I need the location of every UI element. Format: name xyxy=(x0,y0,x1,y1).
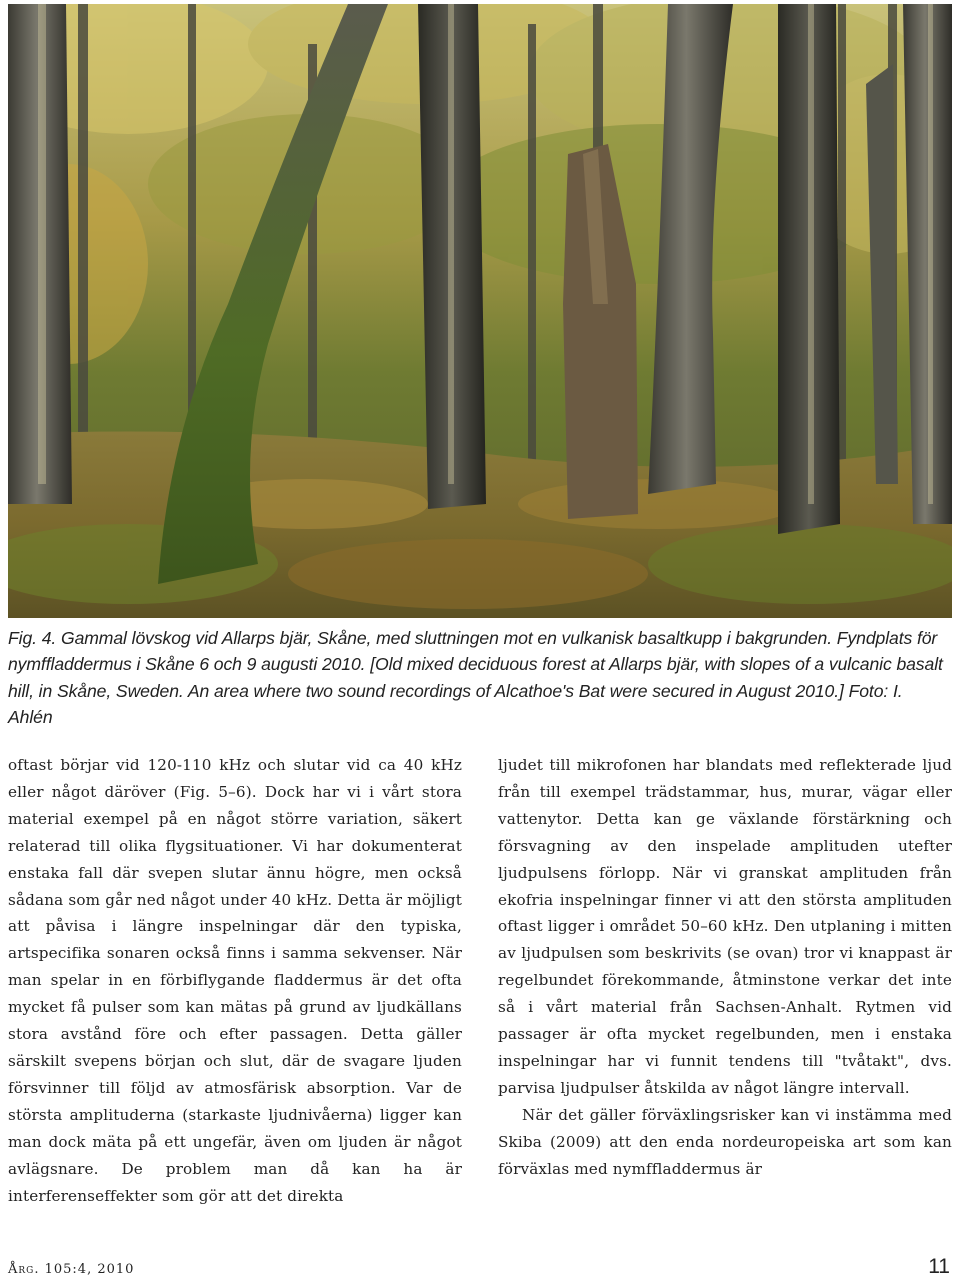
right-paragraph-2: När det gäller förväxlingsrisker kan vi instämma med Skiba (2009) att den enda nordeuropeiska art som kan förväxlas med nymffladdermus är xyxy=(498,1105,952,1178)
left-paragraph: oftast börjar vid 120-110 kHz och slutar vid ca 40 kHz eller något däröver (Fig. 5–6). Dock har vi i vårt stora material exempel på en något större variation, säkert relaterad till olika flygsituationer. Vi har dokumenterat enstaka fall där svepen slutar ännu högre, men också sådana som går ned något under 40 kHz. Detta är möjligt att påvisa i längre inspelningar där den typiska, artspecifika sonaren också finns i samma sekvenser. När man spelar in en förbiflygande fladdermus är det ofta mycket få pulser som kan mätas på grund av ljudkällans stora avstånd före och efter passagen. Detta gäller särskilt svepens början och slut, där de svagare ljuden försvinner till följd av atmosfärisk absorption. Var de största amplituderna (starkaste ljudnivåerna) ligger kan man dock mäta på ett ungefär, även om ljuden är något avlägsnare. De problem man då kan ha är interferenseffekter som gör att det direkta xyxy=(8,756,462,1205)
left-text-column xyxy=(8,752,462,1209)
right-paragraph-1: ljudet till mikrofonen har blandats med reflekterade ljud från till exempel trädstammar, hus, murar, vägar eller vattenytor. Detta kan ge växlande förstärkning och försvagning av den inspelade amplituden utefter ljudpulsens förlopp. När vi granskat amplituden från ekofria inspelningar finner vi att den största amplituden oftast ligger i området 50–60 kHz. Den utplaning i mitten av ljudpulsen som beskrivits (se ovan) tror vi knappast är regelbundet förekommande, åtminstone verkar det inte så i vårt material från Sachsen-Anhalt. Rytmen vid passager är ofta mycket regelbunden, men i enstaka inspelningar har vi funnit tendens till "tvåtakt", dvs. parvisa ljudpulser åtskilda av något längre intervall. xyxy=(498,756,952,1097)
figure-caption: Fig. 4. Gammal lövskog vid Allarps bjär, Skåne, med sluttningen mot en vulkanisk basaltkupp i bakgrunden. Fyndplats för nymffladdermus i Skåne 6 och 9 augusti 2010. [Old mixed deciduous forest at Allarps bjär, with slopes of a vulcanic basalt hill, in Skåne, Sweden. An area where two sound recordings of Alcathoe's Bat were secured in August 2010.] Foto: I. Ahlén xyxy=(8,628,943,728)
forest-photo xyxy=(8,4,952,618)
right-text-column xyxy=(498,752,952,1183)
issue-footer: Årg. 105:4, 2010 xyxy=(8,1262,135,1277)
page-number: 11 xyxy=(928,1255,950,1278)
forest-illustration xyxy=(8,4,952,618)
